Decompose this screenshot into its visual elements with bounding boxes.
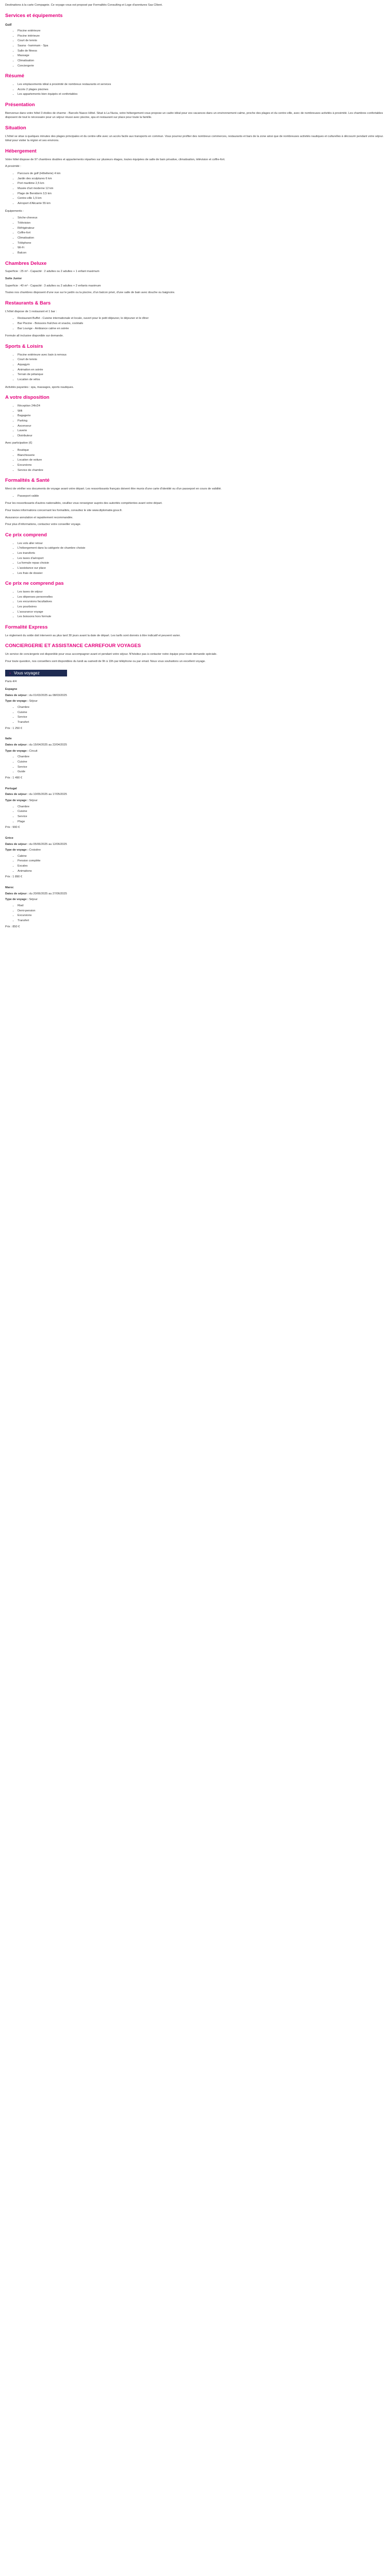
- list-item: • Guide: [18, 770, 386, 774]
- section-title-prix-ne-comprend: Ce prix ne comprend pas: [5, 581, 64, 587]
- list-item: • Wifi: [18, 409, 386, 414]
- list-item: • Plage de Benidorm 3,5 km: [18, 192, 386, 196]
- list-item: • Piscine intérieure: [18, 34, 386, 39]
- equipements-list: [5, 216, 386, 255]
- list-item: • Cuisine: [18, 760, 386, 765]
- voyage-type-label: Type de voyage :: [5, 700, 28, 703]
- list-item: • Réception 24h/24: [18, 404, 386, 409]
- payant-label: Avec participation (€): [5, 442, 32, 445]
- list-item: • Service de chambre: [18, 468, 386, 473]
- list-item: • Accès 2 plages piscines: [18, 88, 386, 92]
- section-title-conciergerie: CONCIERGERIE ET ASSISTANCE CARREFOUR VOYAGES: [5, 643, 141, 649]
- list-item: • Sauna - hammam - Spa: [18, 44, 386, 48]
- list-item: • Service: [18, 815, 386, 819]
- voyage-items: [5, 904, 386, 923]
- section-title-hebergement: Hébergement: [5, 148, 37, 154]
- list-item: • Parking: [18, 419, 386, 423]
- sports-list: [5, 353, 386, 382]
- suite-label: Suite Junior: [5, 277, 22, 280]
- sports-note: Activités payantes : spa, massages, sports nautiques.: [5, 385, 74, 389]
- list-item: • Riad: [18, 904, 386, 908]
- list-item: • Bar Lounge - Ambiance calme en soirée: [18, 327, 386, 331]
- list-item: • Les excursions facultatives: [18, 600, 386, 604]
- voyage-dates: du 20/06/2025 au 27/06/2025: [29, 892, 67, 895]
- list-item: • Wi-Fi: [18, 246, 386, 250]
- formalites-note: Pour les ressortissants d'autres nationalités, veuillez vous renseigner auprès des autorités compétentes avant votre départ.: [5, 502, 162, 505]
- list-item: • Blanchisserie: [18, 453, 386, 458]
- voyage-price: Prix : 1 890 €: [5, 875, 22, 879]
- list-item: • Location de vélos: [18, 378, 386, 382]
- voyages-intro: Paris 4/4: [5, 680, 17, 684]
- resume-list: [5, 82, 386, 97]
- list-item: • Passeport valide: [18, 494, 386, 499]
- section-title-restaurants: Restaurants & Bars: [5, 300, 51, 306]
- formalites-note: Pour toutes informations concernant les formalités, consultez le site www.diplomatie.gouv.fr.: [5, 509, 123, 513]
- voyage-card: [5, 737, 386, 780]
- voyage-card: [5, 687, 386, 731]
- services-group-title: Golf: [5, 23, 12, 27]
- list-item: • L'assistance sur place: [18, 566, 386, 571]
- conciergerie-text: Un service de conciergerie est disponible pour vous accompagner avant et pendant votre séjour. N'hésitez pas à contacter notre équipe pour toute demande spéciale.: [5, 653, 217, 656]
- list-item: • Escales: [18, 864, 386, 869]
- voyage-items: [5, 705, 386, 725]
- list-item: • Cuisine: [18, 809, 386, 814]
- section-title-formalite-express: Formalité Express: [5, 624, 48, 631]
- section-title-sports: Sports & Loisirs: [5, 343, 43, 349]
- list-item: • Boutique: [18, 448, 386, 453]
- voyages-header-bar[interactable]: [5, 670, 67, 676]
- list-item: • Centre-ville 1,5 km: [18, 196, 386, 201]
- list-item: • Les appartements bien équipés et confortables: [18, 92, 386, 97]
- formalites-text: Merci de vérifier vos documents de voyage avant votre départ. Les ressortissants français doivent être munis d'une carte d'identité ou d'un passeport en cours de validité.: [5, 487, 222, 491]
- voyage-items: [5, 854, 386, 874]
- voyage-type: Circuit: [29, 749, 38, 753]
- voyage-dates-label: Dates de séjour :: [5, 743, 29, 747]
- list-item: • Ascenseur: [18, 424, 386, 429]
- chambres-note: Toutes nos chambres disposent d'une vue sur le jardin ou la piscine, d'un balcon privé, d'une salle de bain avec douche ou baignoire.: [5, 291, 175, 295]
- list-item: • Animation en soirée: [18, 368, 386, 372]
- list-item: • Massage: [18, 54, 386, 58]
- list-item: • Aéroport d'Alicante 55 km: [18, 201, 386, 206]
- voyage-card: [5, 886, 386, 929]
- list-item: • Salle de fitness: [18, 49, 386, 54]
- list-item: • Transfert: [18, 720, 386, 725]
- list-item: • Transfert: [18, 919, 386, 923]
- a-proximite-list: [5, 172, 386, 206]
- list-item: • Terrain de pétanque: [18, 372, 386, 377]
- list-item: • Pension complète: [18, 859, 386, 863]
- list-item: • Les taxes de séjour: [18, 590, 386, 595]
- list-item: • L'hébergement dans la catégorie de chambre choisie: [18, 546, 386, 551]
- voyages-list: [5, 687, 386, 929]
- list-item: • Port maritime 2,5 km: [18, 181, 386, 186]
- voyage-price: Prix : 1 490 €: [5, 776, 22, 779]
- prix-comprend-list: [5, 541, 386, 576]
- voyage-items: [5, 805, 386, 824]
- list-item: • Bar Piscine - Boissons fraîches et snacks, cocktails: [18, 321, 386, 326]
- disposition-list: [5, 404, 386, 438]
- voyage-city: Espagne: [5, 688, 18, 691]
- voyage-type-label: Type de voyage :: [5, 849, 28, 852]
- section-title-disposition: A votre disposition: [5, 395, 50, 401]
- restaurants-text: L'hôtel dispose de 1 restaurant et 1 bar :: [5, 310, 57, 313]
- voyage-dates: du 05/06/2025 au 12/06/2025: [29, 842, 67, 846]
- list-item: • Demi-pension: [18, 909, 386, 913]
- list-item: • Les transferts: [18, 551, 386, 556]
- voyage-type: Croisière: [29, 849, 41, 852]
- list-item: • Réfrigérateur: [18, 226, 386, 231]
- list-item: • Service: [18, 765, 386, 770]
- list-item: • Piscine extérieure avec bain à remous: [18, 353, 386, 358]
- section-title-formalites: Formalités & Santé: [5, 478, 50, 484]
- list-item: • Musée d'art moderne 12 km: [18, 187, 386, 191]
- list-item: • Téléphone: [18, 241, 386, 246]
- list-item: • Restaurant Buffet - Cuisine internationale et locale, ouvert pour le petit déjeuner, le déjeuner et le dîner: [18, 316, 386, 321]
- list-item: • Jardin des sculptures 6 km: [18, 177, 386, 181]
- voyage-type: Séjour: [29, 700, 38, 703]
- list-item: • Télévision: [18, 221, 386, 226]
- voyage-dates-label: Dates de séjour :: [5, 892, 29, 895]
- voyage-type: Séjour: [29, 898, 38, 902]
- list-item: • Chambre: [18, 805, 386, 809]
- list-item: • Plage: [18, 820, 386, 824]
- intro-note: Destinations à la carte Compagnie. Ce voyage vous est proposé par Formalités Consulting et Loge d'aventures Sas Cllient.: [5, 4, 163, 7]
- voyage-price: Prix : 850 €: [5, 925, 20, 928]
- page-root: [0, 0, 391, 940]
- list-item: • Parcours de golf (Hôtellerie) 4 km: [18, 172, 386, 176]
- list-item: • La formule repas choisie: [18, 561, 386, 566]
- list-item: • Sèche-cheveux: [18, 216, 386, 221]
- formalites-note: Assurance annulation et rapatriement recommandée.: [5, 516, 73, 519]
- voyage-card: [5, 787, 386, 830]
- services-list: [5, 29, 386, 68]
- list-item: • Bagagerie: [18, 414, 386, 418]
- list-item: • Chambre: [18, 705, 386, 710]
- section-title-resume: Résumé: [5, 73, 24, 79]
- chambres-text: Superficie : 25 m² - Capacité : 2 adultes ou 2 adultes + 1 enfant maximum: [5, 270, 100, 274]
- list-item: • Les boissons hors formule: [18, 615, 386, 619]
- list-item: • Piscine extérieure: [18, 29, 386, 33]
- list-item: • Aquagym: [18, 363, 386, 367]
- voyage-type-label: Type de voyage :: [5, 898, 28, 902]
- a-proximite-label: A proximité :: [5, 165, 21, 168]
- restaurants-note: Formule all inclusive disponible sur demande.: [5, 334, 64, 338]
- voyages-header-label: Vous voyagez: [13, 671, 40, 676]
- list-item: • Les pourboires: [18, 605, 386, 609]
- list-item: • Les frais de dossier: [18, 571, 386, 576]
- voyage-dates: du 10/05/2025 au 17/05/2025: [29, 793, 67, 796]
- section-title-services: Services et équipements: [5, 12, 63, 19]
- voyage-dates-label: Dates de séjour :: [5, 693, 29, 697]
- voyage-items: [5, 755, 386, 774]
- list-item: • Les dépenses personnelles: [18, 595, 386, 600]
- voyage-city: Maroc: [5, 886, 14, 890]
- presentation-text: Bienvenue dans votre hôtel 3 étoiles de charme - Barcelo Nasco Hôtel. Situé à La Nucia, votre hébergement vous propose un cadre idéal pour vos vacances dans un environnement calme, proche des plages et du centre-ville, avec de nombreuses activités à proximité. Les chambres confortables disposent de tout le nécessaire pour un séjour réussi avec piscine, spa et restaurant sur place pour toute la famille.: [5, 111, 383, 120]
- voyage-type-label: Type de voyage :: [5, 749, 28, 753]
- list-item: • Conciergerie: [18, 64, 386, 69]
- list-item: • Service: [18, 715, 386, 720]
- section-title-prix-comprend: Ce prix comprend: [5, 532, 47, 538]
- list-item: • Les emplacements idéal à proximité de nombreux restaurants et services: [18, 82, 386, 87]
- voyage-card: [5, 836, 386, 879]
- conciergerie-text: Pour toute question, nos conseillers sont disponibles du lundi au samedi de 9h à 19h par téléphone ou par email. Nous vous souhaitons un excellent voyage.: [5, 659, 206, 663]
- payant-list: [5, 448, 386, 472]
- list-item: • Coffre-fort: [18, 231, 386, 235]
- list-item: • Laverie: [18, 429, 386, 433]
- voyage-dates: du 15/04/2025 au 22/04/2025: [29, 743, 67, 747]
- voyage-city: Italie: [5, 737, 12, 741]
- voyage-type: Séjour: [29, 799, 38, 802]
- voyage-price: Prix : 990 €: [5, 826, 20, 829]
- list-item: • Distributeur: [18, 434, 386, 438]
- list-item: • Cabine: [18, 854, 386, 859]
- list-item: • Les vols aller retour: [18, 541, 386, 546]
- voyage-dates-label: Dates de séjour :: [5, 842, 29, 846]
- section-title-presentation: Présentation: [5, 101, 35, 108]
- situation-text: L'hôtel se situe à quelques minutes des plages principales et du centre-ville avec un accès facile aux transports en commun. Vous pourrez profiter des nombreux commerces, restaurants et bars de la zone ainsi que de nombreuses activités nautiques et culturelles à découvrir pendant votre séjour. Idéal pour visiter la région et ses environs.: [5, 134, 384, 143]
- equipements-label: Équipements :: [5, 209, 24, 213]
- hebergement-text: Votre hôtel dispose de 97 chambres doubles et appartements réparties sur plusieurs étages, toutes équipées de salle de bain privative, climatisation, télévision et coffre-fort.: [5, 158, 225, 161]
- formalites-note: Pour plus d'informations, contactez votre conseiller voyage.: [5, 523, 82, 527]
- suite-text: Superficie : 40 m² - Capacité : 3 adultes ou 2 adultes + 2 enfants maximum: [5, 284, 101, 287]
- formalites-list: [5, 494, 386, 499]
- list-item: • Animations: [18, 869, 386, 874]
- list-item: • Cuisine: [18, 710, 386, 715]
- chevron-right-icon: ›: [9, 671, 11, 676]
- list-item: • Court de tennis: [18, 358, 386, 362]
- section-title-chambres: Chambres Deluxe: [5, 260, 47, 266]
- voyage-city: Portugal: [5, 787, 17, 790]
- list-item: • Climatisation: [18, 59, 386, 63]
- list-item: • Balcon: [18, 251, 386, 256]
- formalite-express-text: Le règlement du solde doit intervenir au plus tard 30 jours avant la date de départ. Les tarifs sont donnés à titre indicatif et peuvent varier.: [5, 634, 181, 637]
- restaurants-list: [5, 316, 386, 331]
- voyage-dates-label: Dates de séjour :: [5, 793, 29, 796]
- voyage-type-label: Type de voyage :: [5, 799, 28, 802]
- voyage-price: Prix : 1 250 €: [5, 726, 22, 730]
- list-item: • Chambre: [18, 755, 386, 759]
- section-title-situation: Situation: [5, 125, 26, 131]
- list-item: • Court de tennis: [18, 39, 386, 43]
- voyage-dates: du 01/03/2025 au 08/03/2025: [29, 693, 67, 697]
- list-item: • Location de voiture: [18, 458, 386, 463]
- prix-ne-comprend-list: [5, 590, 386, 619]
- list-item: • Les taxes d'aéroport: [18, 556, 386, 561]
- list-item: • Excursions: [18, 913, 386, 918]
- list-item: • L'assurance voyage: [18, 610, 386, 615]
- list-item: • Climatisation: [18, 236, 386, 241]
- voyage-city: Grèce: [5, 836, 13, 840]
- list-item: • Excursions: [18, 463, 386, 468]
